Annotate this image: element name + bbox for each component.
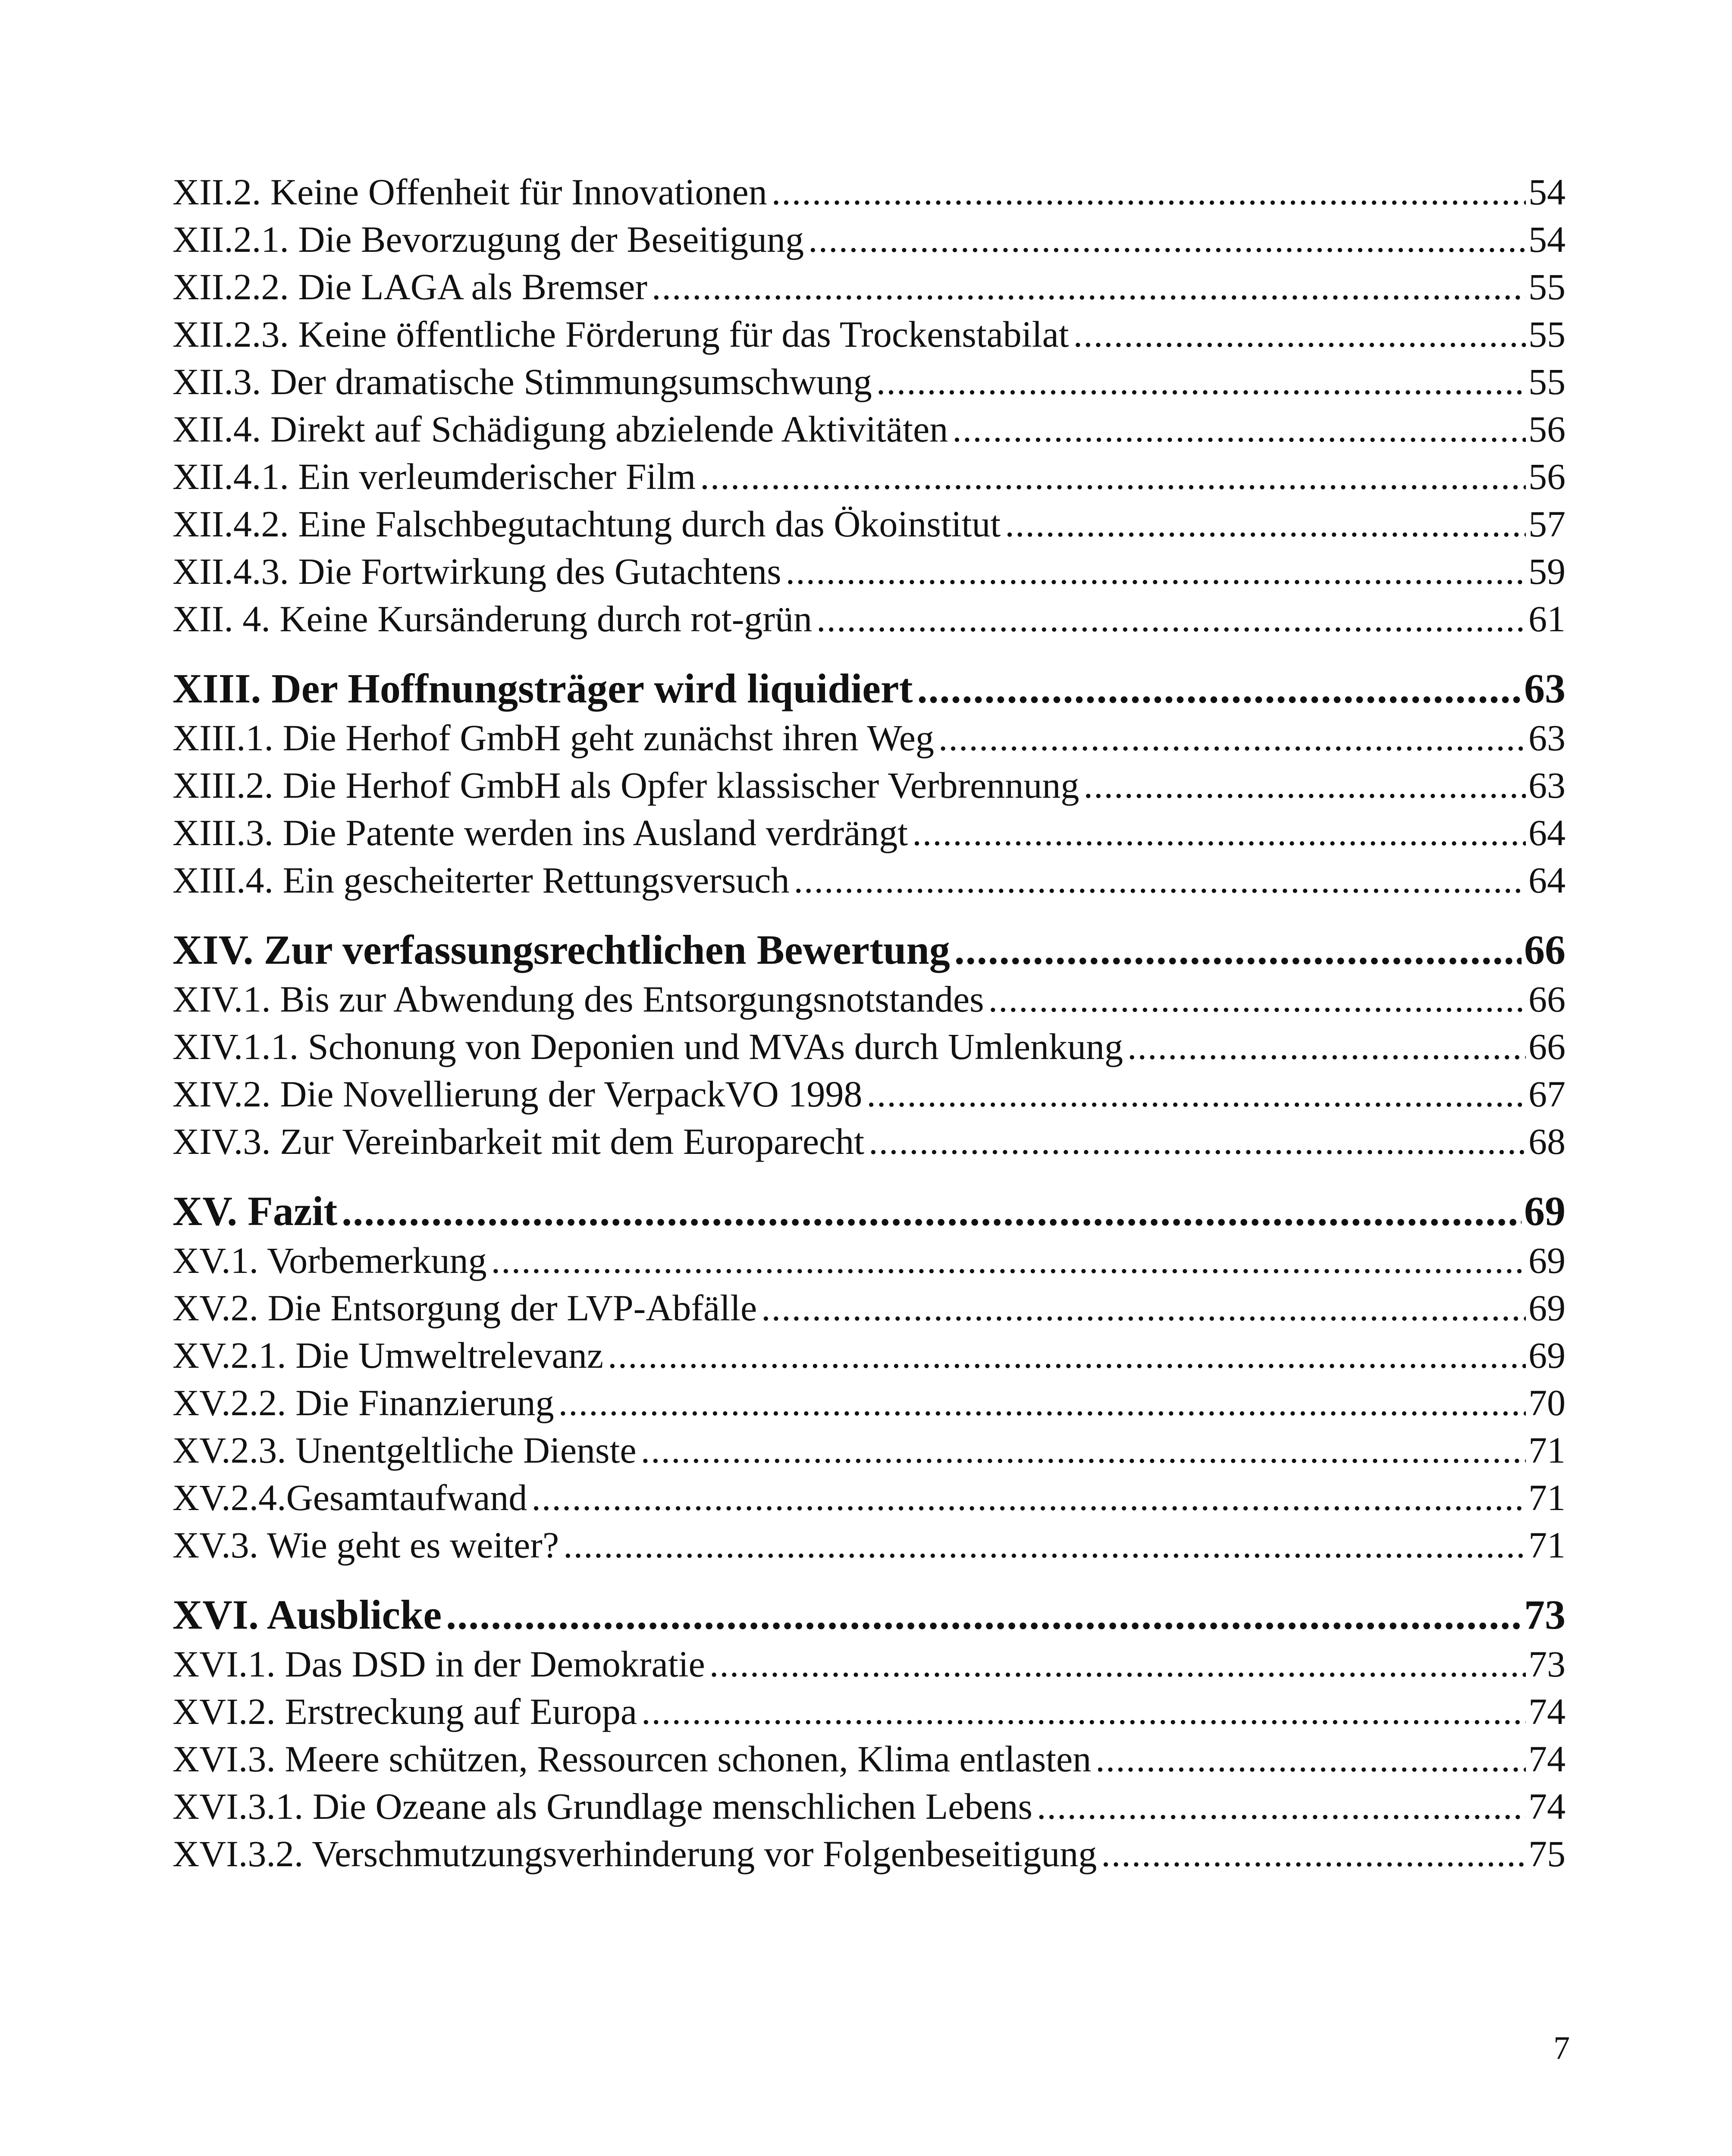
toc-entry-page: 59 xyxy=(1528,551,1566,592)
toc-entry-page: 56 xyxy=(1528,456,1566,497)
toc-entry-title: XV.1. Vorbemerkung xyxy=(173,1240,487,1281)
dot-leader xyxy=(772,168,1526,216)
toc-entry xyxy=(173,1379,1566,1426)
dot-leader xyxy=(988,975,1526,1023)
toc-chapter-entry xyxy=(173,1186,1566,1237)
toc-entry-page: 66 xyxy=(1524,927,1566,973)
dot-leader xyxy=(786,548,1526,595)
dot-leader xyxy=(446,1589,1522,1640)
toc-entry-title: XII.2.3. Keine öffentliche Förderung für das Trockenstabilat xyxy=(173,313,1069,355)
toc-entry-page: 75 xyxy=(1528,1833,1566,1874)
dot-leader xyxy=(1127,1023,1526,1070)
toc-entry-page: 69 xyxy=(1528,1287,1566,1329)
toc-entry xyxy=(173,1023,1566,1070)
toc-entry-title: XIII.4. Ein gescheiterter Rettungsversuch xyxy=(173,859,790,901)
dot-leader xyxy=(816,595,1526,642)
toc-entry xyxy=(173,216,1566,263)
dot-leader xyxy=(559,1379,1526,1426)
toc-entry xyxy=(173,1640,1566,1688)
dot-leader xyxy=(1005,500,1526,548)
dot-leader xyxy=(1101,1830,1526,1877)
dot-leader xyxy=(954,924,1522,975)
toc-entry-page: 67 xyxy=(1528,1073,1566,1115)
dot-leader xyxy=(952,405,1526,453)
toc-entry-page: 73 xyxy=(1528,1643,1566,1685)
dot-leader xyxy=(342,1186,1522,1237)
dot-leader xyxy=(608,1332,1526,1379)
toc-entry xyxy=(173,500,1566,548)
toc-entry-page: 71 xyxy=(1528,1477,1566,1518)
toc-entry-title: XVI.3. Meere schützen, Ressourcen schonen, Klima entlasten xyxy=(173,1738,1092,1780)
toc-entry-title: XII.2. Keine Offenheit für Innovationen xyxy=(173,171,767,213)
toc-entry-page: 63 xyxy=(1528,765,1566,806)
toc-chapter-entry xyxy=(173,924,1566,975)
toc-entry-title: XVI. Ausblicke xyxy=(173,1592,442,1638)
toc-entry-title: XII. 4. Keine Kursänderung durch rot-grün xyxy=(173,598,813,639)
dot-leader xyxy=(700,453,1526,500)
toc-entry-title: XVI.2. Erstreckung auf Europa xyxy=(173,1691,637,1732)
dot-leader xyxy=(652,263,1526,310)
toc-entry-title: XV.2.2. Die Finanzierung xyxy=(173,1382,554,1423)
dot-leader xyxy=(563,1521,1526,1569)
toc-entry-title: XV.2.3. Unentgeltliche Dienste xyxy=(173,1429,637,1471)
dot-leader xyxy=(917,663,1522,714)
toc-entry-title: XIV.2. Die Novellierung der VerpackVO 1998 xyxy=(173,1073,863,1115)
toc-entry xyxy=(173,1783,1566,1830)
toc-entry-title: XII.4.2. Eine Falschbegutachtung durch das Ökoinstitut xyxy=(173,503,1001,545)
toc-entry-page: 66 xyxy=(1528,978,1566,1020)
toc-entry-title: XV.3. Wie geht es weiter? xyxy=(173,1524,559,1566)
toc-entry-page: 56 xyxy=(1528,408,1566,450)
toc-entry-page: 69 xyxy=(1524,1188,1566,1234)
dot-leader xyxy=(938,714,1526,761)
dot-leader xyxy=(876,358,1526,405)
toc-entry xyxy=(173,453,1566,500)
dot-leader xyxy=(912,809,1526,856)
toc-entry-page: 70 xyxy=(1528,1382,1566,1423)
toc-entry-title: XV. Fazit xyxy=(173,1188,338,1234)
toc-entry xyxy=(173,856,1566,904)
toc-entry-title: XVI.3.2. Verschmutzungsverhinderung vor Folgenbeseitigung xyxy=(173,1833,1097,1874)
dot-leader xyxy=(761,1284,1526,1332)
toc-entry xyxy=(173,761,1566,809)
dot-leader xyxy=(1095,1735,1526,1783)
toc-entry xyxy=(173,548,1566,595)
dot-leader xyxy=(641,1688,1526,1735)
toc-entry-page: 55 xyxy=(1528,266,1566,307)
toc-entry-page: 74 xyxy=(1528,1691,1566,1732)
toc-entry-title: XIV. Zur verfassungsrechtlichen Bewertung xyxy=(173,927,950,973)
toc-entry-page: 54 xyxy=(1528,219,1566,260)
page-number: 7 xyxy=(1553,2030,1570,2066)
toc-entry xyxy=(173,1735,1566,1783)
dot-leader xyxy=(709,1640,1526,1688)
toc-entry xyxy=(173,1332,1566,1379)
toc-entry-page: 66 xyxy=(1528,1026,1566,1067)
toc-entry-page: 71 xyxy=(1528,1524,1566,1566)
toc-entry-title: XV.2.1. Die Umweltrelevanz xyxy=(173,1335,604,1376)
toc-entry-title: XII.2.2. Die LAGA als Bremser xyxy=(173,266,648,307)
toc-entry xyxy=(173,1118,1566,1165)
toc-entry xyxy=(173,1426,1566,1474)
toc-entry xyxy=(173,595,1566,642)
toc-entry-title: XIV.1.1. Schonung von Deponien und MVAs durch Umlenkung xyxy=(173,1026,1123,1067)
toc-entry-title: XV.2.4.Gesamtaufwand xyxy=(173,1477,527,1518)
toc-entry xyxy=(173,358,1566,405)
toc-entry-page: 68 xyxy=(1528,1121,1566,1162)
toc-entry-page: 64 xyxy=(1528,812,1566,853)
toc-chapter-entry xyxy=(173,663,1566,714)
toc-entry-page: 69 xyxy=(1528,1335,1566,1376)
dot-leader xyxy=(1083,761,1526,809)
toc-entry-page: 54 xyxy=(1528,171,1566,213)
table-of-contents xyxy=(173,168,1566,1877)
toc-entry-title: XIII.1. Die Herhof GmbH geht zunächst ihren Weg xyxy=(173,717,934,758)
toc-entry-title: XII.4. Direkt auf Schädigung abzielende Aktivitäten xyxy=(173,408,948,450)
toc-entry xyxy=(173,310,1566,358)
toc-entry-title: XII.3. Der dramatische Stimmungsumschwung xyxy=(173,361,872,402)
toc-entry-title: XII.2.1. Die Bevorzugung der Beseitigung xyxy=(173,219,804,260)
toc-entry-title: XIII. Der Hoffnungsträger wird liquidiert xyxy=(173,665,913,711)
toc-entry-page: 64 xyxy=(1528,859,1566,901)
toc-entry xyxy=(173,1237,1566,1284)
toc-entry-title: XIV.1. Bis zur Abwendung des Entsorgungsnotstandes xyxy=(173,978,984,1020)
toc-entry xyxy=(173,1521,1566,1569)
toc-entry xyxy=(173,1688,1566,1735)
toc-entry xyxy=(173,975,1566,1023)
toc-entry-title: XIII.3. Die Patente werden ins Ausland verdrängt xyxy=(173,812,908,853)
toc-entry-page: 74 xyxy=(1528,1786,1566,1827)
toc-entry-title: XIII.2. Die Herhof GmbH als Opfer klassischer Verbrennung xyxy=(173,765,1079,806)
dot-leader xyxy=(1073,310,1526,358)
toc-entry-page: 71 xyxy=(1528,1429,1566,1471)
toc-entry xyxy=(173,405,1566,453)
toc-entry-title: XV.2. Die Entsorgung der LVP-Abfälle xyxy=(173,1287,757,1329)
toc-entry-page: 63 xyxy=(1524,665,1566,711)
toc-entry-page: 57 xyxy=(1528,503,1566,545)
toc-entry-title: XII.4.1. Ein verleumderischer Film xyxy=(173,456,696,497)
toc-entry xyxy=(173,1070,1566,1118)
dot-leader xyxy=(531,1474,1526,1521)
toc-entry-page: 55 xyxy=(1528,313,1566,355)
toc-entry xyxy=(173,1474,1566,1521)
toc-entry-page: 63 xyxy=(1528,717,1566,758)
dot-leader xyxy=(491,1237,1526,1284)
toc-entry-page: 55 xyxy=(1528,361,1566,402)
toc-entry xyxy=(173,1284,1566,1332)
dot-leader xyxy=(641,1426,1526,1474)
toc-entry xyxy=(173,168,1566,216)
dot-leader xyxy=(794,856,1526,904)
toc-entry xyxy=(173,809,1566,856)
toc-entry-page: 69 xyxy=(1528,1240,1566,1281)
toc-entry-page: 73 xyxy=(1524,1592,1566,1638)
toc-entry xyxy=(173,714,1566,761)
toc-entry-title: XVI.3.1. Die Ozeane als Grundlage menschlichen Lebens xyxy=(173,1786,1032,1827)
dot-leader xyxy=(869,1118,1526,1165)
dot-leader xyxy=(808,216,1526,263)
toc-entry xyxy=(173,263,1566,310)
toc-entry xyxy=(173,1830,1566,1877)
toc-entry-title: XVI.1. Das DSD in der Demokratie xyxy=(173,1643,705,1685)
toc-entry-title: XII.4.3. Die Fortwirkung des Gutachtens xyxy=(173,551,781,592)
toc-entry-page: 61 xyxy=(1528,598,1566,639)
toc-entry-page: 74 xyxy=(1528,1738,1566,1780)
toc-entry-title: XIV.3. Zur Vereinbarkeit mit dem Europarecht xyxy=(173,1121,865,1162)
toc-chapter-entry xyxy=(173,1589,1566,1640)
dot-leader xyxy=(866,1070,1526,1118)
dot-leader xyxy=(1037,1783,1526,1830)
